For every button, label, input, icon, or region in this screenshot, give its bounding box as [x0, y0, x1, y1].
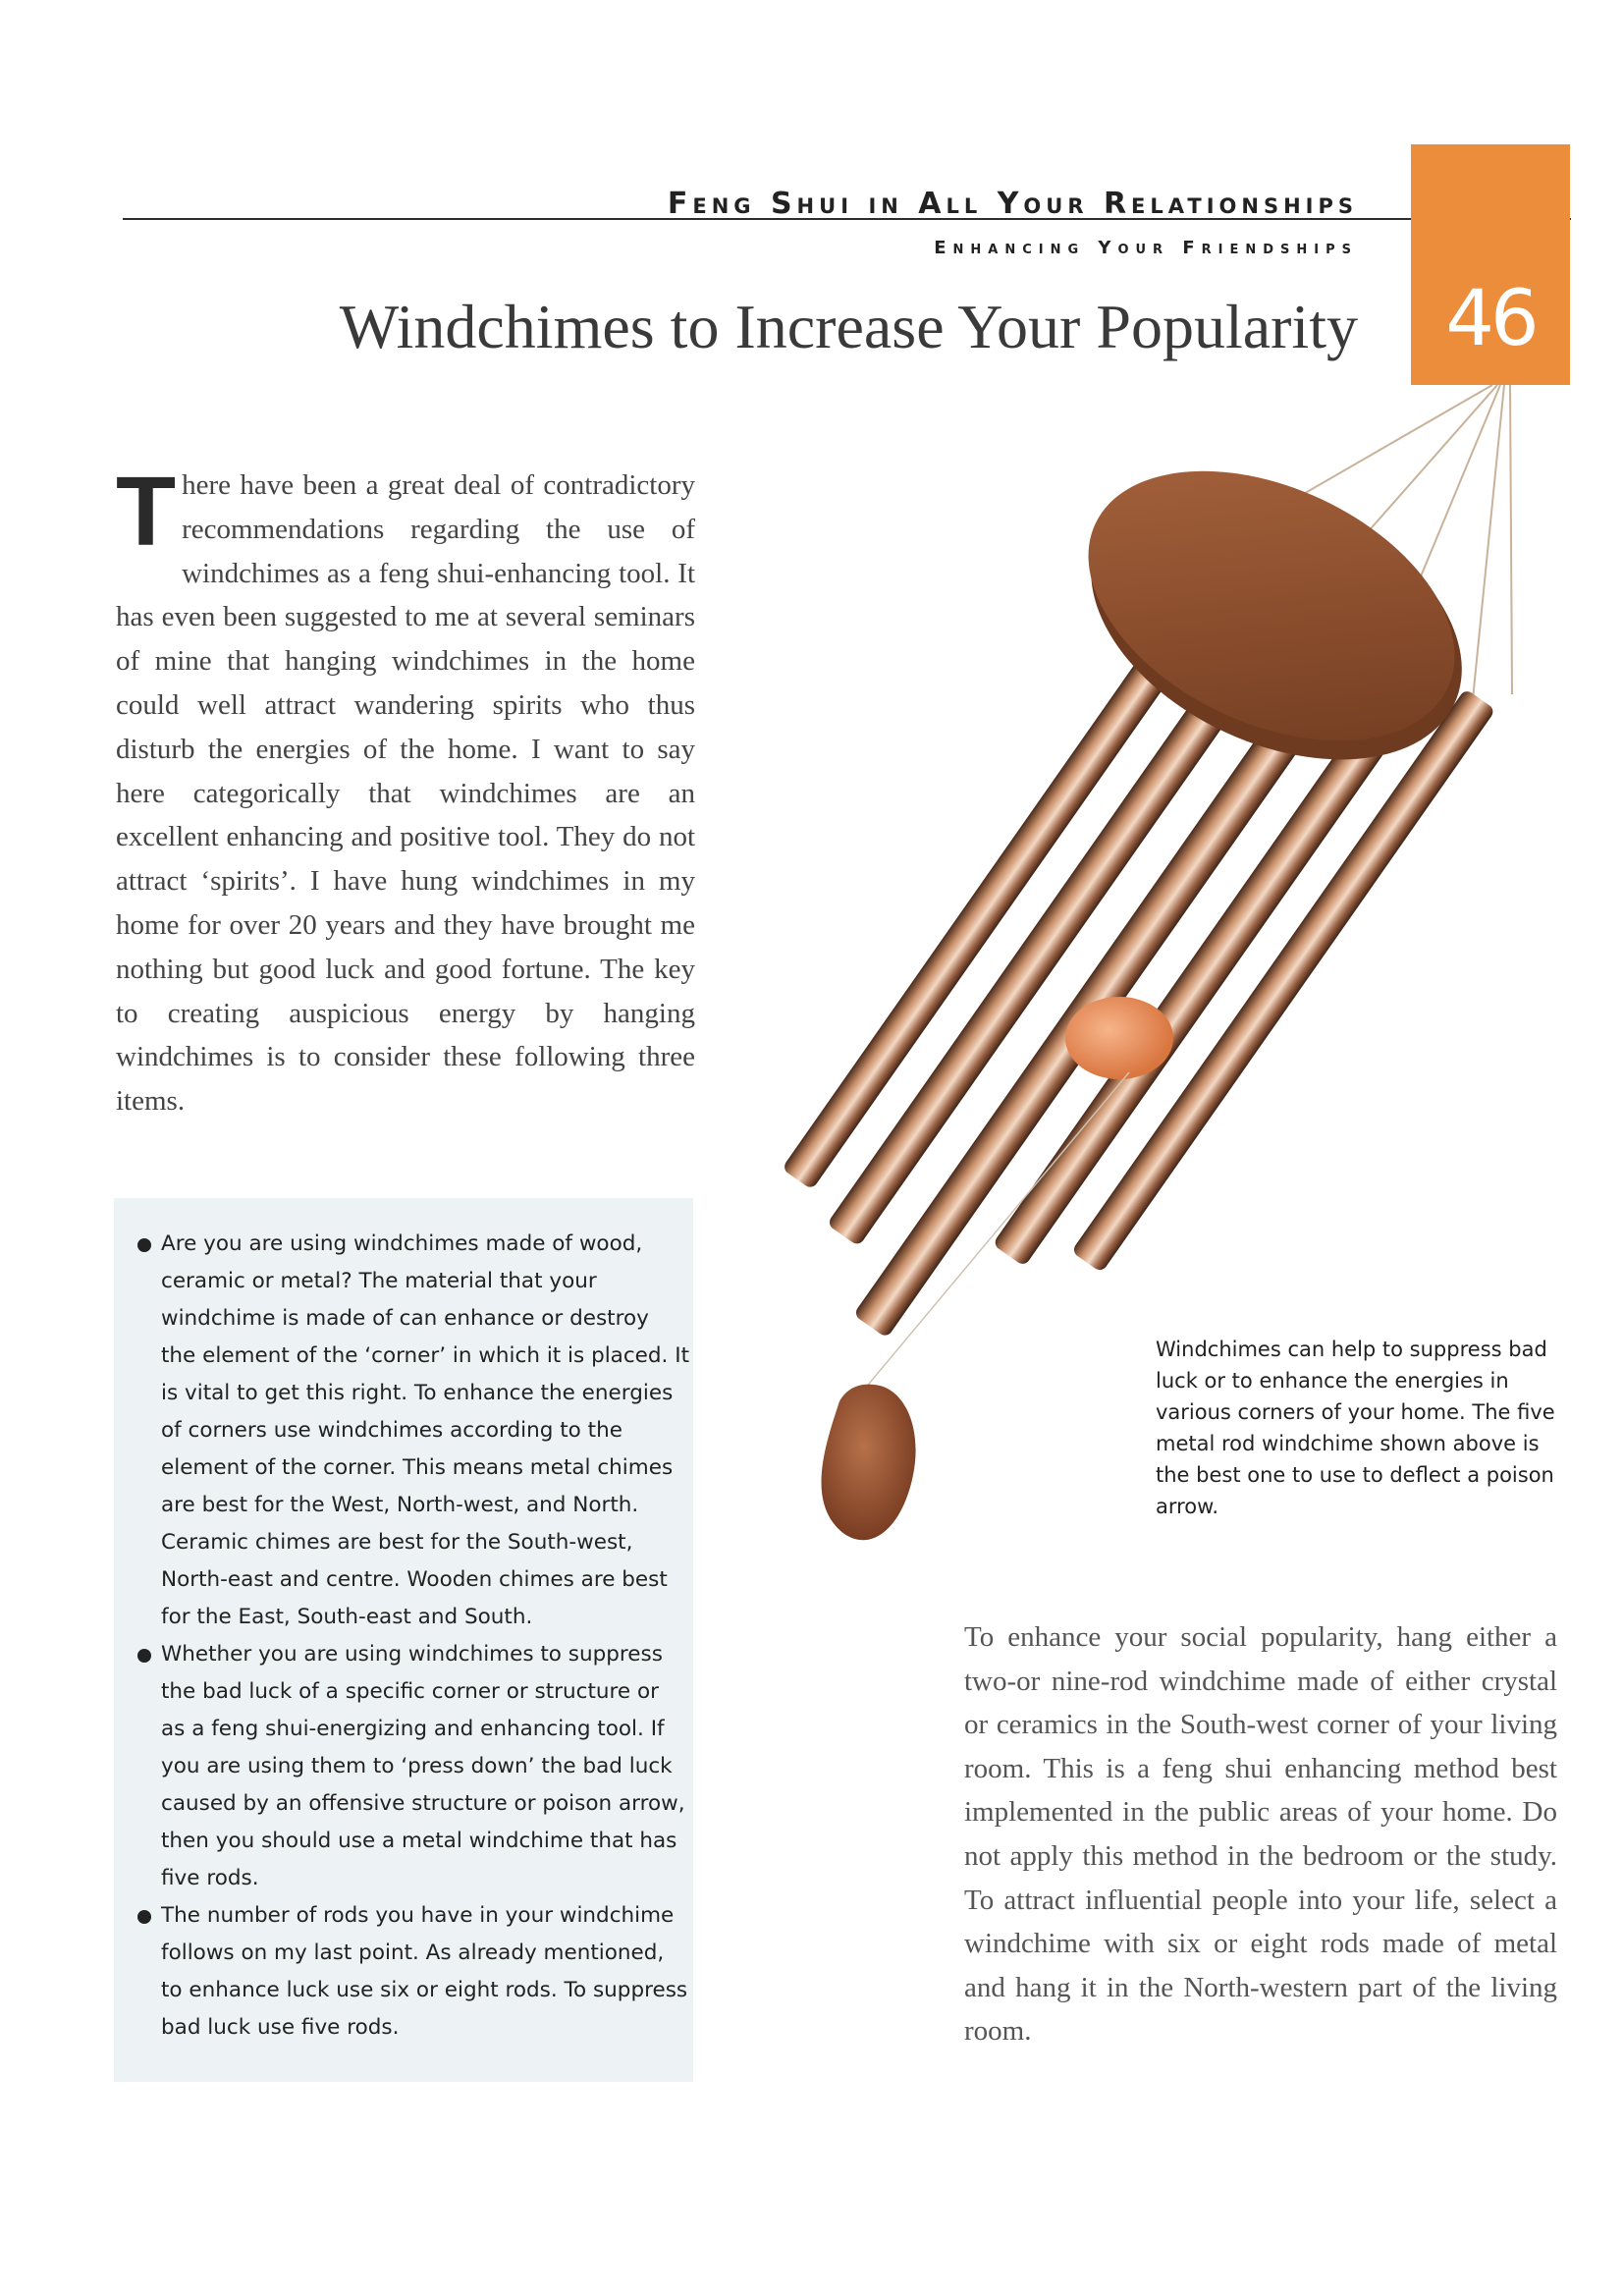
page-number: 46 [1445, 275, 1536, 363]
image-caption: Windchimes can help to suppress bad luck or to enhance the energies in various corners of your home. The five metal rod windchime shown above is the best one to use to deflect a poison arrow. [1156, 1338, 1555, 1518]
page-title: Windchimes to Increase Your Popularity [339, 292, 1358, 361]
bullet-icon [137, 1649, 151, 1663]
tips-box [114, 1198, 693, 2082]
list-item [137, 1226, 693, 1636]
intro-text: here have been a great deal of contradictory recommendations regarding the use of windchimes as a feng shui-enhancing tool. It has even been suggested to me at several seminars of mine that hanging windchimes in the home could well attract wandering spirits who thus disturb the energies of the home. I want to say here categorically that windchimes are an excellent enhancing and positive tool. They do not attract ‘spirits’. I have hung windchimes in my home for over 20 years and they have brought me nothing but good luck and good fortune. The key to creating auspicious energy by hanging windchimes is to consider these following three items. [116, 469, 695, 1118]
drop-cap: T [116, 457, 177, 567]
bullet-icon [137, 1238, 151, 1252]
tips-list [114, 1198, 693, 2047]
section-title: Feng Shui in All Your Relationships [667, 187, 1358, 221]
tip-text: Whether you are using windchimes to suppress the bad luck of a specific corner or structure or as a feng shui-energizing and enhancing tool. If you are using them to ‘press down’ the bad luck caused by an offensive structure or poison arrow, then you should use a metal windchime that has five rods. [161, 1642, 685, 1890]
intro-paragraph [116, 457, 695, 1123]
page-number-tab [1411, 144, 1570, 385]
subsection-title: Enhancing Your Friendships [934, 238, 1358, 258]
closing-paragraph: To enhance your social popularity, hang either a two-or nine-rod windchime made of either crystal or ceramics in the South-west corner of your living room. This is a feng shui enhancing method best implemented in the public areas of your home. Do not apply this method in the bedroom or the study. To attract influential people into your life, select a windchime with six or eight rods made of metal and hang it in the North-western part of the living room. [964, 1621, 1557, 2048]
bullet-icon [137, 1910, 151, 1924]
list-item [137, 1636, 693, 1897]
tip-text: Are you are using windchimes made of wood, ceramic or metal? The material that your windchime is made of can enhance or destroy the element of the ‘corner’ in which it is placed. It is vital to get this right. To enhance the energies of corners use windchimes according to the element of the corner. This means metal chimes are best for the West, North-west, and North. Ceramic chimes are best for the South-west, North-east and centre. Wooden chimes are best for the East, South-east and South. [161, 1231, 689, 1629]
tip-text: The number of rods you have in your windchime follows on my last point. As already mentioned, to enhance luck use six or eight rods. To suppress bad luck use five rods. [161, 1903, 688, 2040]
list-item [137, 1897, 693, 2047]
